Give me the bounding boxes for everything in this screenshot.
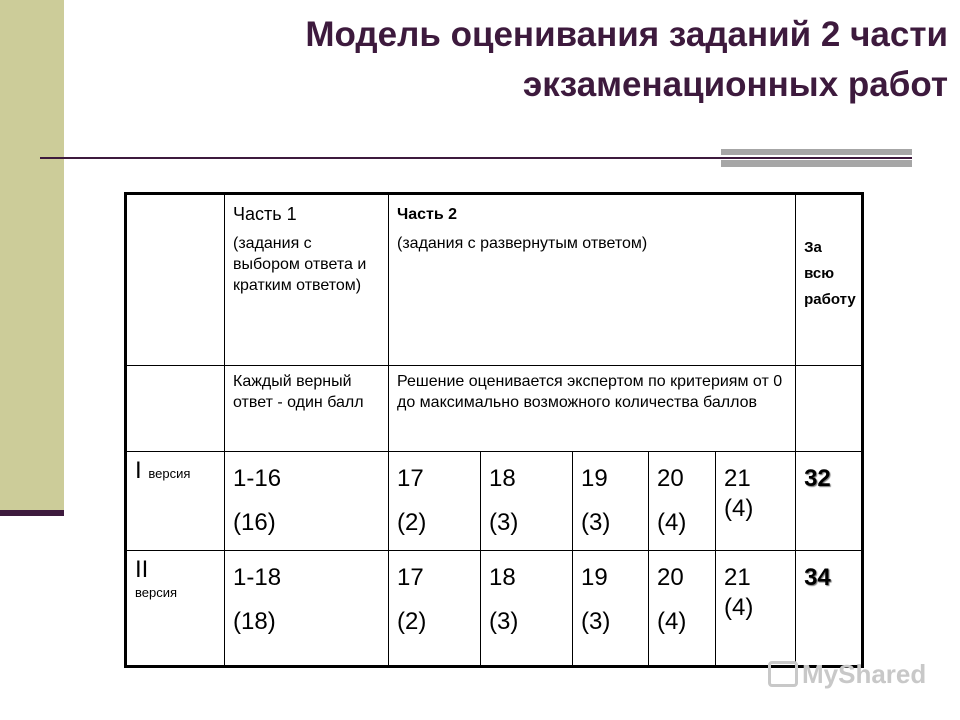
header-total-cell: За всю работу <box>796 194 863 366</box>
task-number: 21 <box>724 465 751 492</box>
header-part1-desc: (задания с выбором ответа и кратким ответом) <box>233 235 367 294</box>
table-row <box>126 452 863 551</box>
header-part2-title: Часть 2 <box>397 206 458 223</box>
task-cell <box>573 551 649 667</box>
task-cell <box>481 452 573 551</box>
task-points: (4) <box>657 509 687 536</box>
row-label-main: I <box>135 457 142 484</box>
page-title <box>148 10 948 110</box>
table-scoring-row <box>126 366 863 452</box>
task-points: (3) <box>581 608 611 635</box>
part1-count: (18) <box>233 608 276 635</box>
side-decor-band <box>0 0 64 510</box>
presentation-board-icon <box>768 661 798 687</box>
part1-count: (16) <box>233 509 276 536</box>
task-number: 17 <box>397 564 424 591</box>
task-number: 19 <box>581 564 608 591</box>
task-points: (4) <box>657 608 687 635</box>
side-decor-stripe <box>0 510 64 516</box>
row-label-main: II <box>135 556 149 583</box>
scoring-part2-cell: Решение оценивается экспертом по критериям от 0 до максимально возможного количества баллов <box>389 366 796 452</box>
task-number: 19 <box>581 465 608 492</box>
task-cell <box>573 452 649 551</box>
scoring-table <box>124 192 864 668</box>
row-label-small: версия <box>148 466 191 481</box>
part1-cell <box>225 551 389 667</box>
task-points: (3) <box>489 608 519 635</box>
task-number: 20 <box>657 564 684 591</box>
task-number: 17 <box>397 465 424 492</box>
header-part1-title: Часть 1 <box>233 204 297 224</box>
part1-cell <box>225 452 389 551</box>
task-number: 18 <box>489 465 516 492</box>
task-cell <box>649 551 716 667</box>
task-number: 18 <box>489 564 516 591</box>
row-label <box>126 452 225 551</box>
table-header-row <box>126 194 863 366</box>
task-cell <box>389 452 481 551</box>
task-points: (3) <box>489 509 519 536</box>
task-points: (2) <box>397 608 427 635</box>
total-cell: 32 <box>796 452 863 551</box>
task-cell <box>716 452 796 551</box>
scoring-total-empty-cell <box>796 366 863 452</box>
header-part1-cell <box>225 194 389 366</box>
task-cell <box>716 551 796 667</box>
task-points: (4) <box>724 594 754 621</box>
header-part2-desc: (задания с развернутым ответом) <box>397 235 648 252</box>
task-cell <box>649 452 716 551</box>
table-row <box>126 551 863 667</box>
row-label <box>126 551 225 667</box>
title-line-2: экзаменационных работ <box>522 65 948 104</box>
watermark <box>768 656 926 692</box>
scoring-empty-cell <box>126 366 225 452</box>
part1-range: 1-16 <box>233 465 282 492</box>
row-label-small: версия <box>135 585 178 600</box>
header-part2-cell <box>389 194 796 366</box>
task-points: (4) <box>724 495 754 522</box>
task-number: 20 <box>657 465 684 492</box>
task-number: 21 <box>724 564 751 591</box>
part1-range: 1-18 <box>233 564 282 591</box>
header-empty-cell <box>126 194 225 366</box>
total-cell: 34 <box>796 551 863 667</box>
title-line-1: Модель оценивания заданий 2 части <box>305 15 948 54</box>
watermark-text: MyShared <box>802 658 927 689</box>
scoring-part1-cell: Каждый верный ответ - один балл <box>225 366 389 452</box>
decor-rule-line <box>40 157 912 159</box>
task-cell <box>481 551 573 667</box>
task-points: (2) <box>397 509 427 536</box>
task-points: (3) <box>581 509 611 536</box>
task-cell <box>389 551 481 667</box>
